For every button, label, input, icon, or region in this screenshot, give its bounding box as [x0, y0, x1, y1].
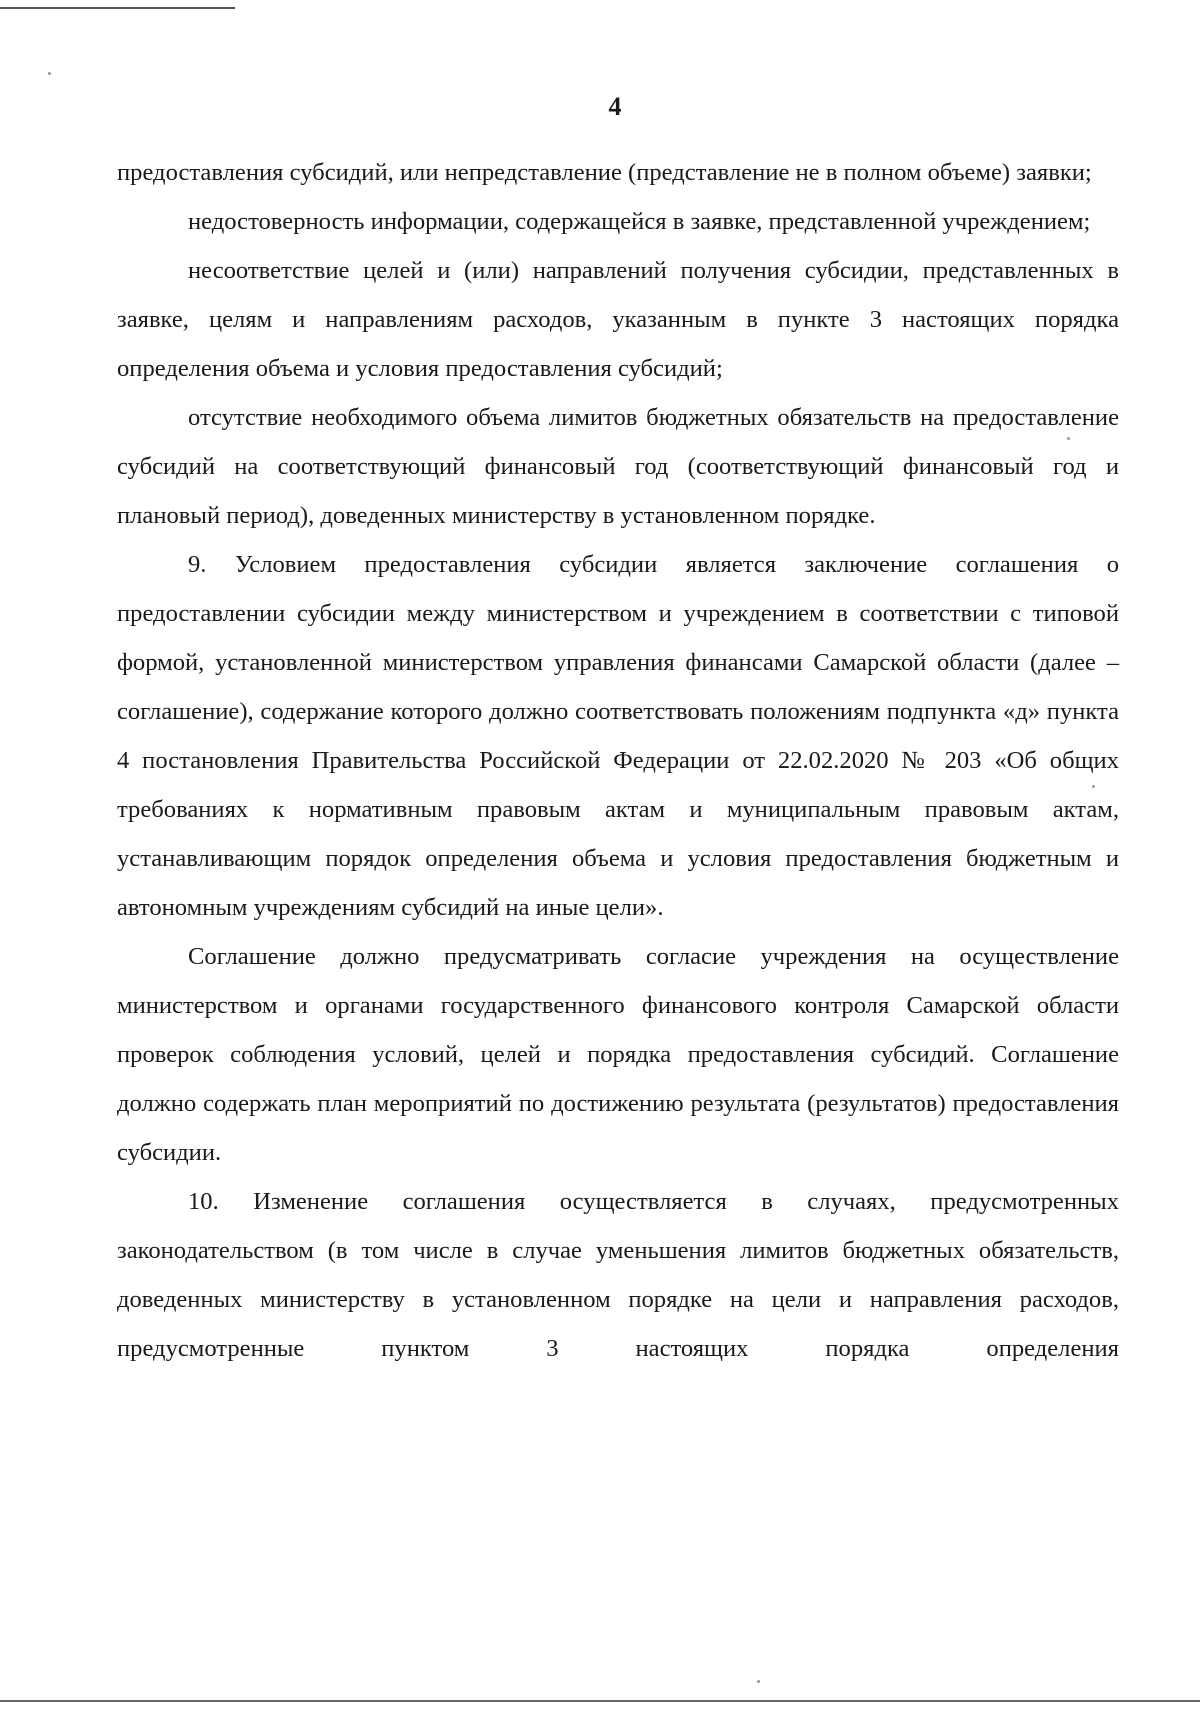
paragraph-goals-mismatch: несоответствие целей и (или) направлений получения субсидии, представленных в заявке, целям и направлениям расходов, указанным в пункте 3 настоящих порядка определения объема и условия предоставления субсидий; [117, 257, 1119, 382]
paragraph-budget-limits: отсутствие необходимого объема лимитов бюджетных обязательств на предоставление субсидий на соответствующий финансовый год (соответствующий финансовый год и плановый период), доведенных министерству в установленном порядке. [117, 404, 1119, 529]
paragraph-item-10: 10. Изменение соглашения осуществляется в случаях, предусмотренных законодательством (в том числе в случае уменьшения лимитов бюджетных обязательств, доведенных министерству в установленном порядке на цели и направления расходов, предусмотренные пунктом 3 настоящих порядка определения [117, 1188, 1119, 1362]
scan-edge-line-bottom [0, 1700, 1200, 1702]
paragraph-continuation: предоставления субсидий, или непредставление (представление не в полном объеме) заявки; [117, 159, 1092, 186]
scan-speck [757, 1680, 760, 1683]
scan-speck [48, 72, 51, 75]
page-number: 4 [608, 92, 622, 121]
paragraph-item-9: 9. Условием предоставления субсидии является заключение соглашения о предоставлении субсидии между министерством и учреждением в соответствии с типовой формой, установленной министерством управления финансами Самарской области (далее – соглашение), содержание которого должно соответствовать положениям подпункта «д» пункта 4 постановления Правительства Российской Федерации от 22.02.2020 № 203 «Об общих требованиях к нормативным правовым актам и муниципальным правовым актам, устанавливающим порядок определения объема и условия предоставления бюджетным и автономным учреждениям субсидий на иные цели». [117, 551, 1119, 921]
document-body [117, 148, 1119, 1373]
paragraph-unreliable-info: недостоверность информации, содержащейся в заявке, представленной учреждением; [188, 208, 1091, 235]
scan-edge-line-top [0, 7, 235, 9]
paragraph-agreement: Соглашение должно предусматривать согласие учреждения на осуществление министерством и органами государственного финансового контроля Самарской области проверок соблюдения условий, целей и порядка предоставления субсидий. Соглашение должно содержать план мероприятий по достижению результата (результатов) предоставления субсидии. [117, 943, 1119, 1166]
